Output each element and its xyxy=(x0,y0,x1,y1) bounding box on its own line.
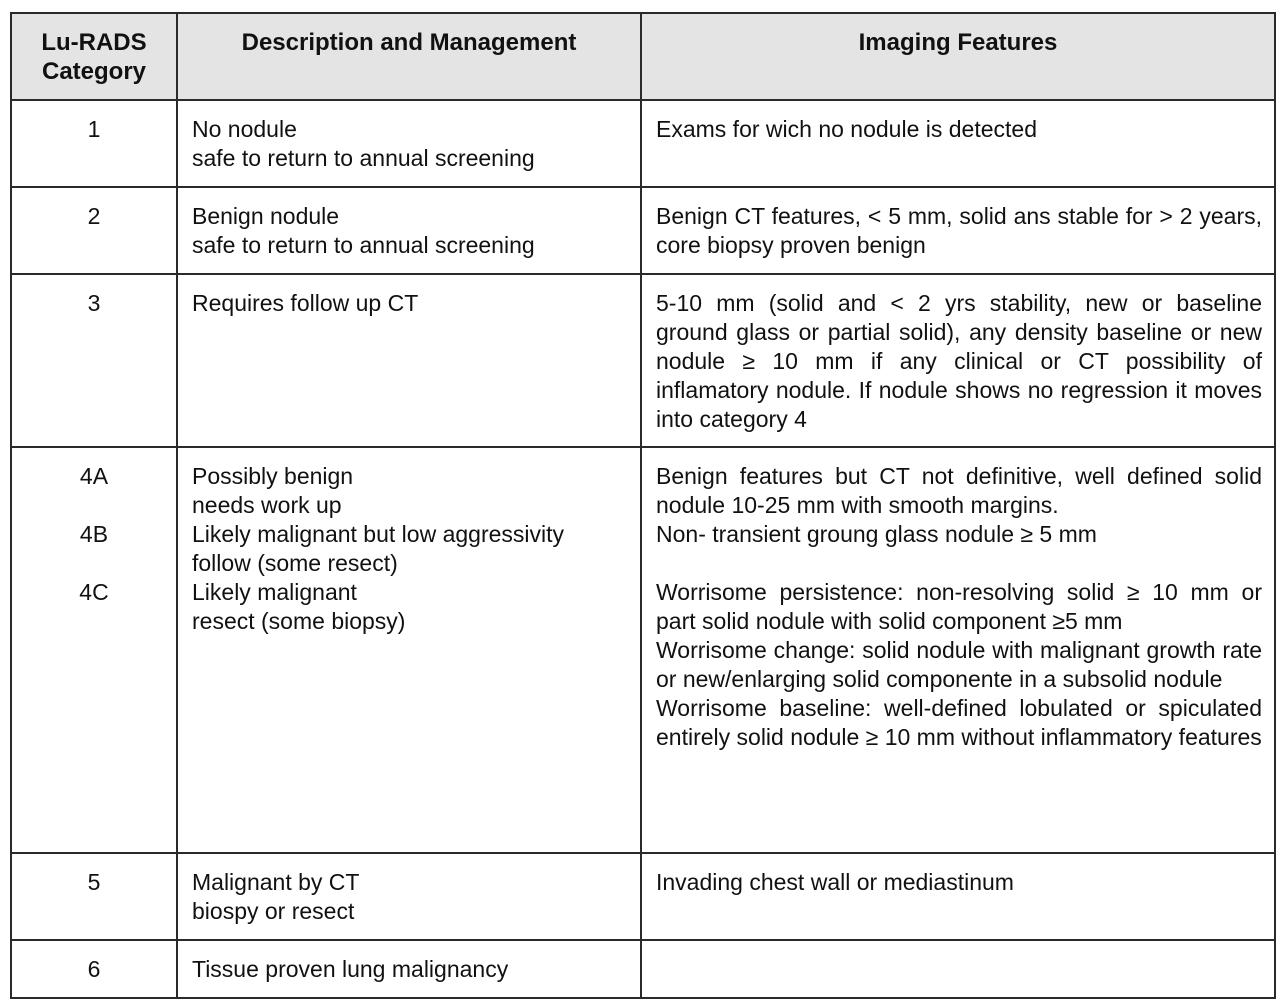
description-cell xyxy=(177,447,641,853)
description-cell xyxy=(177,100,641,187)
description-line: No nodule xyxy=(192,116,297,142)
header-category-line: Category xyxy=(41,58,147,85)
description-line: Likely malignant but low aggressivity xyxy=(192,521,565,547)
table-row xyxy=(11,187,1275,274)
category-value: 2 xyxy=(87,203,101,229)
description-line: Malignant by CT xyxy=(192,869,360,895)
features-text: Benign features but CT not definitive, well defined solid nodule 10-25 mm with smooth margins. xyxy=(656,463,1262,518)
table-row xyxy=(11,853,1275,940)
category-cell xyxy=(11,187,177,274)
description-cell xyxy=(177,853,641,940)
lu-rads-table xyxy=(10,12,1276,999)
description-line: Likely malignant xyxy=(192,579,357,605)
features-cell xyxy=(641,274,1275,447)
header-description: Description and Management xyxy=(177,13,641,100)
category-cell xyxy=(11,447,177,853)
header-row xyxy=(11,13,1275,100)
category-cell xyxy=(11,940,177,998)
features-cell-empty xyxy=(641,940,1275,998)
description-line: Tissue proven lung malignancy xyxy=(192,956,509,982)
table-row xyxy=(11,447,1275,853)
category-value: 1 xyxy=(87,116,101,142)
header-category-line: Lu-RADS xyxy=(41,29,147,56)
description-line: Benign nodule xyxy=(192,203,340,229)
features-cell xyxy=(641,853,1275,940)
description-line: safe to return to annual screening xyxy=(192,145,535,171)
category-value: 5 xyxy=(87,869,101,895)
category-cell xyxy=(11,274,177,447)
features-cell xyxy=(641,187,1275,274)
features-text: Benign CT features, < 5 mm, solid ans stable for > 2 years, core biopsy proven benign xyxy=(656,203,1262,258)
description-line: biospy or resect xyxy=(192,898,355,924)
header-category xyxy=(11,13,177,100)
category-value: 6 xyxy=(87,956,101,982)
category-cell xyxy=(11,100,177,187)
features-spacer xyxy=(656,549,1262,578)
features-text: 5-10 mm (solid and < 2 yrs stability, new or baseline ground glass or partial solid), any density baseline or new nodule ≥ 10 mm if any clinical or CT possibility of inflamatory nodule. If nodule shows no regression it moves into category 4 xyxy=(656,290,1262,432)
description-line: Requires follow up CT xyxy=(192,290,419,316)
features-text: Invading chest wall or mediastinum xyxy=(656,869,1014,895)
features-text: Non- transient groung glass nodule ≥ 5 mm xyxy=(656,521,1097,547)
features-text: Worrisome baseline: well-defined lobulated or spiculated entirely solid nodule ≥ 10 mm without inflammatory features xyxy=(656,695,1262,750)
category-value: 4B xyxy=(79,521,109,547)
table-row xyxy=(11,940,1275,998)
category-cell xyxy=(11,853,177,940)
features-cell xyxy=(641,100,1275,187)
category-value: 4C xyxy=(79,579,109,605)
features-text: Exams for wich no nodule is detected xyxy=(656,116,1037,142)
table-row xyxy=(11,274,1275,447)
description-cell xyxy=(177,274,641,447)
features-cell xyxy=(641,447,1275,853)
features-text: Worrisome persistence: non-resolving solid ≥ 10 mm or part solid nodule with solid component ≥5 mm xyxy=(656,579,1262,634)
features-text: Worrisome change: solid nodule with malignant growth rate or new/enlarging solid componente in a subsolid nodule xyxy=(656,637,1262,692)
category-value: 4A xyxy=(79,463,109,489)
description-line: safe to return to annual screening xyxy=(192,232,535,258)
table-row xyxy=(11,100,1275,187)
description-line: Possibly benign xyxy=(192,463,354,489)
description-cell xyxy=(177,940,641,998)
description-line: needs work up xyxy=(192,492,342,518)
description-line: resect (some biopsy) xyxy=(192,608,406,634)
description-cell xyxy=(177,187,641,274)
description-line: follow (some resect) xyxy=(192,550,398,576)
category-value: 3 xyxy=(87,290,101,316)
header-features: Imaging Features xyxy=(641,13,1275,100)
